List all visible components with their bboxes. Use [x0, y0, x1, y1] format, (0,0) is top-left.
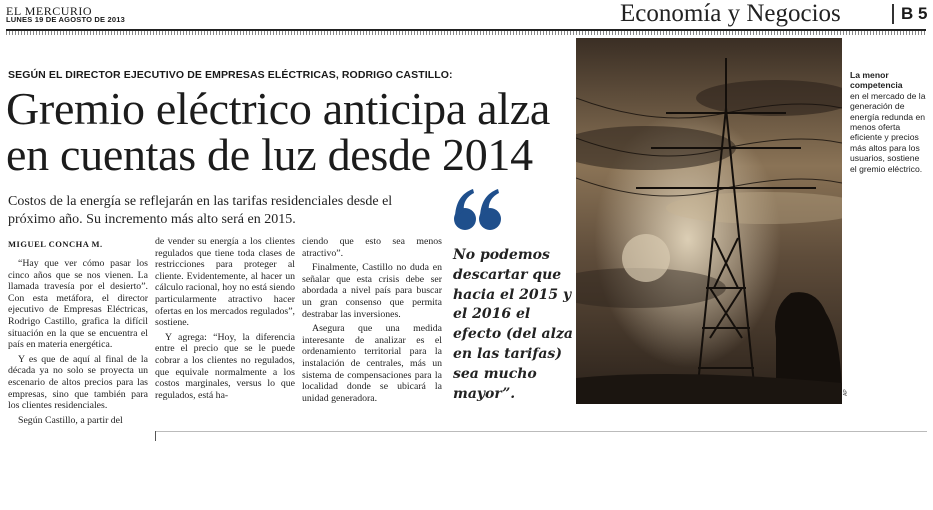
body-column-2 — [155, 236, 295, 441]
newspaper-name: EL MERCURIO — [6, 4, 93, 18]
caption-lead: La menor competencia — [850, 70, 903, 91]
header-separator — [892, 4, 894, 24]
section-title: Economía y Negocios — [620, 0, 841, 27]
paragraph: Asegura que una medida interesante de analizar es el ordenamiento territorial para la instalación de centrales, más un sistema de compensaciones para la localidad donde se ubicará la unidad generadora. — [302, 323, 442, 404]
paragraph: Y es que de aquí al final de la década ya no solo se proyecta un escenario de altos precios para las empresas, sino que también para los clientes residenciales. — [8, 353, 148, 412]
pull-quote: No podemos descartar que hacia el 2015 y el 2016 el efecto (del alza en las tarifas) sea mucho mayor”. — [453, 247, 573, 402]
caption-body: en el mercado de la generación de energía redunda en menos oferta eficiente y precios más altos para los usuarios, sostiene el gremio eléctrico. — [850, 90, 926, 174]
power-tower-photo — [576, 38, 842, 404]
page-number: B 5 — [901, 4, 928, 23]
header-hatch-rule — [6, 31, 926, 35]
quote-mark-icon — [453, 188, 503, 232]
bottom-rule — [155, 431, 927, 432]
paragraph: ciendo que esto sea menos atractivo”. — [302, 236, 442, 259]
article-headline: Gremio eléctrico anticipa alza en cuentas de luz desde 2014 — [6, 83, 550, 180]
article-byline: MIGUEL CONCHA M. — [8, 239, 103, 249]
article-kicker: SEGÚN EL DIRECTOR EJECUTIVO DE EMPRESAS ELÉCTRICAS, RODRIGO CASTILLO: — [8, 69, 453, 81]
column-end-marker — [155, 431, 156, 441]
paragraph: de vender su energía a los clientes regulados que tiene toda clases de restricciones para proteger al cliente. Evidentemente, al hacer un cálculo racional, hoy no está siendo particularmente atractivo hacer ofertas en los mercados regulados”, sostiene. — [155, 236, 295, 329]
paragraph: “Hay que ver cómo pasar los cinco años que se nos vienen. La llamada travesía por el desierto”. Con esta metáfora, el director ejecutivo de Empresas Eléctricas, Rodrigo Castillo, grafica la difícil situación en la que se encuentra el país en materia energética. — [8, 258, 148, 351]
paragraph: Según Castillo, a partir del — [18, 414, 123, 426]
photo-credit: AP — [843, 389, 849, 396]
issue-date: LUNES 19 DE AGOSTO DE 2013 — [6, 15, 125, 24]
body-column-1 — [8, 258, 148, 441]
photo-caption — [850, 70, 928, 174]
article-deck: Costos de la energía se reflejarán en las tarifas residenciales desde el próximo año. Su incremento más alto será en 2015. — [8, 194, 393, 227]
paragraph: Finalmente, Castillo no duda en señalar que esta crisis debe ser abordada a nivel país para buscar un gran consenso que permita destrabar las inversiones. — [302, 262, 442, 320]
body-column-3 — [302, 236, 442, 441]
paragraph: Y agrega: “Hoy, la diferencia entre el precio que se le puede cobrar a los clientes no regulados, que equivale normalmente a los costos marginales, versus lo que regulados, está ha- — [155, 331, 295, 401]
